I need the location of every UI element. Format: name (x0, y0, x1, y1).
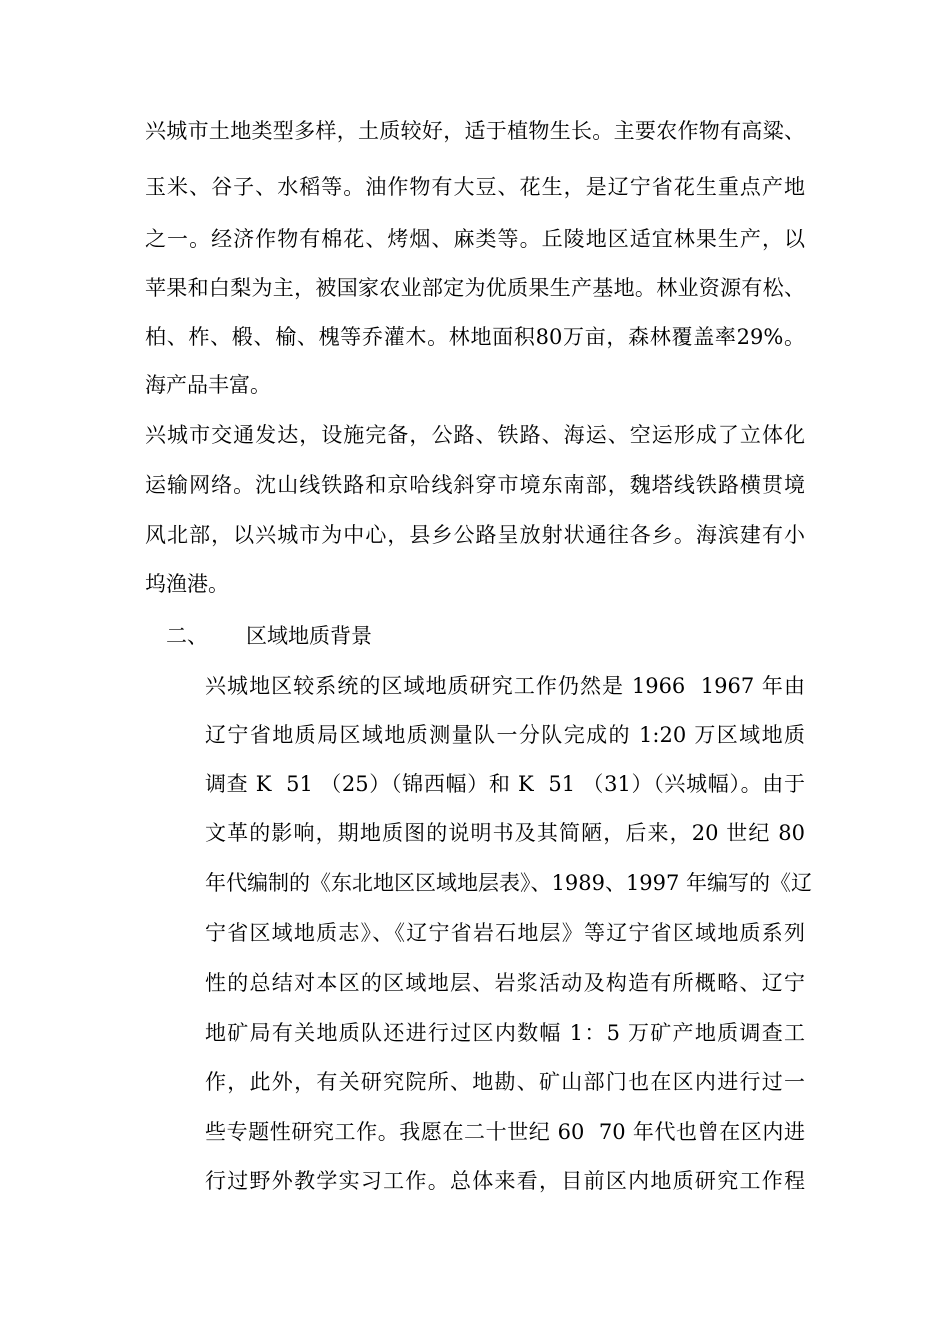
text-line: 兴城市土地类型多样，土质较好，适于植物生长。主要农作物有高粱、 (145, 119, 805, 143)
text-line: 柏、柞、椴、榆、槐等乔灌木。林地面积80万亩，森林覆盖率29%。 (145, 325, 805, 349)
text-line: 玉米、谷子、水稻等。油作物有大豆、花生，是辽宁省花生重点产地 (145, 175, 805, 199)
text-line: 之一。经济作物有棉花、烤烟、麻类等。丘陵地区适宜林果生产，以 (145, 227, 805, 251)
text-line: 性的总结对本区的区域地层、岩浆活动及构造有所概略、辽宁 (205, 971, 805, 995)
text-line: 坞渔港。 (145, 572, 229, 596)
text-line: 调查 K 51 （25）（锦西幅）和 K 51 （31）（兴城幅）。由于 (205, 772, 805, 796)
text-line: 运输网络。沈山线铁路和京哈线斜穿市境东南部，魏塔线铁路横贯境 (145, 473, 805, 497)
text-line: 风北部，以兴城市为中心，县乡公路呈放射状通往各乡。海滨建有小 (145, 523, 805, 547)
text-line: 地矿局有关地质队还进行过区内数幅 1：5 万矿产地质调查工 (205, 1021, 805, 1045)
text-line: 年代编制的《东北地区区域地层表》、1989、1997 年编写的《辽 (205, 871, 813, 895)
text-line: 行过野外教学实习工作。总体来看，目前区内地质研究工作程 (205, 1169, 805, 1193)
text-line: 海产品丰富。 (145, 373, 271, 397)
text-line: 兴城市交通发达，设施完备，公路、铁路、海运、空运形成了立体化 (145, 423, 805, 447)
text-line: 些专题性研究工作。我愿在二十世纪 60 70 年代也曾在区内进 (205, 1120, 805, 1144)
text-line: 兴城地区较系统的区域地质研究工作仍然是 1966 1967 年由 (205, 674, 805, 698)
text-line: 辽宁省地质局区域地质测量队一分队完成的 1:20 万区域地质 (205, 723, 805, 747)
text-line: 作，此外，有关研究院所、地勘、矿山部门也在区内进行过一 (205, 1070, 805, 1094)
section-title: 区域地质背景 (246, 624, 372, 648)
text-line: 苹果和白梨为主，被国家农业部定为优质果生产基地。林业资源有松、 (145, 276, 805, 300)
text-line: 宁省区域地质志》、《辽宁省岩石地层》等辽宁省区域地质系列 (205, 921, 805, 945)
section-number: 二、 (166, 624, 208, 648)
text-line: 文革的影响，期地质图的说明书及其简陋，后来，20 世纪 80 (205, 821, 805, 845)
